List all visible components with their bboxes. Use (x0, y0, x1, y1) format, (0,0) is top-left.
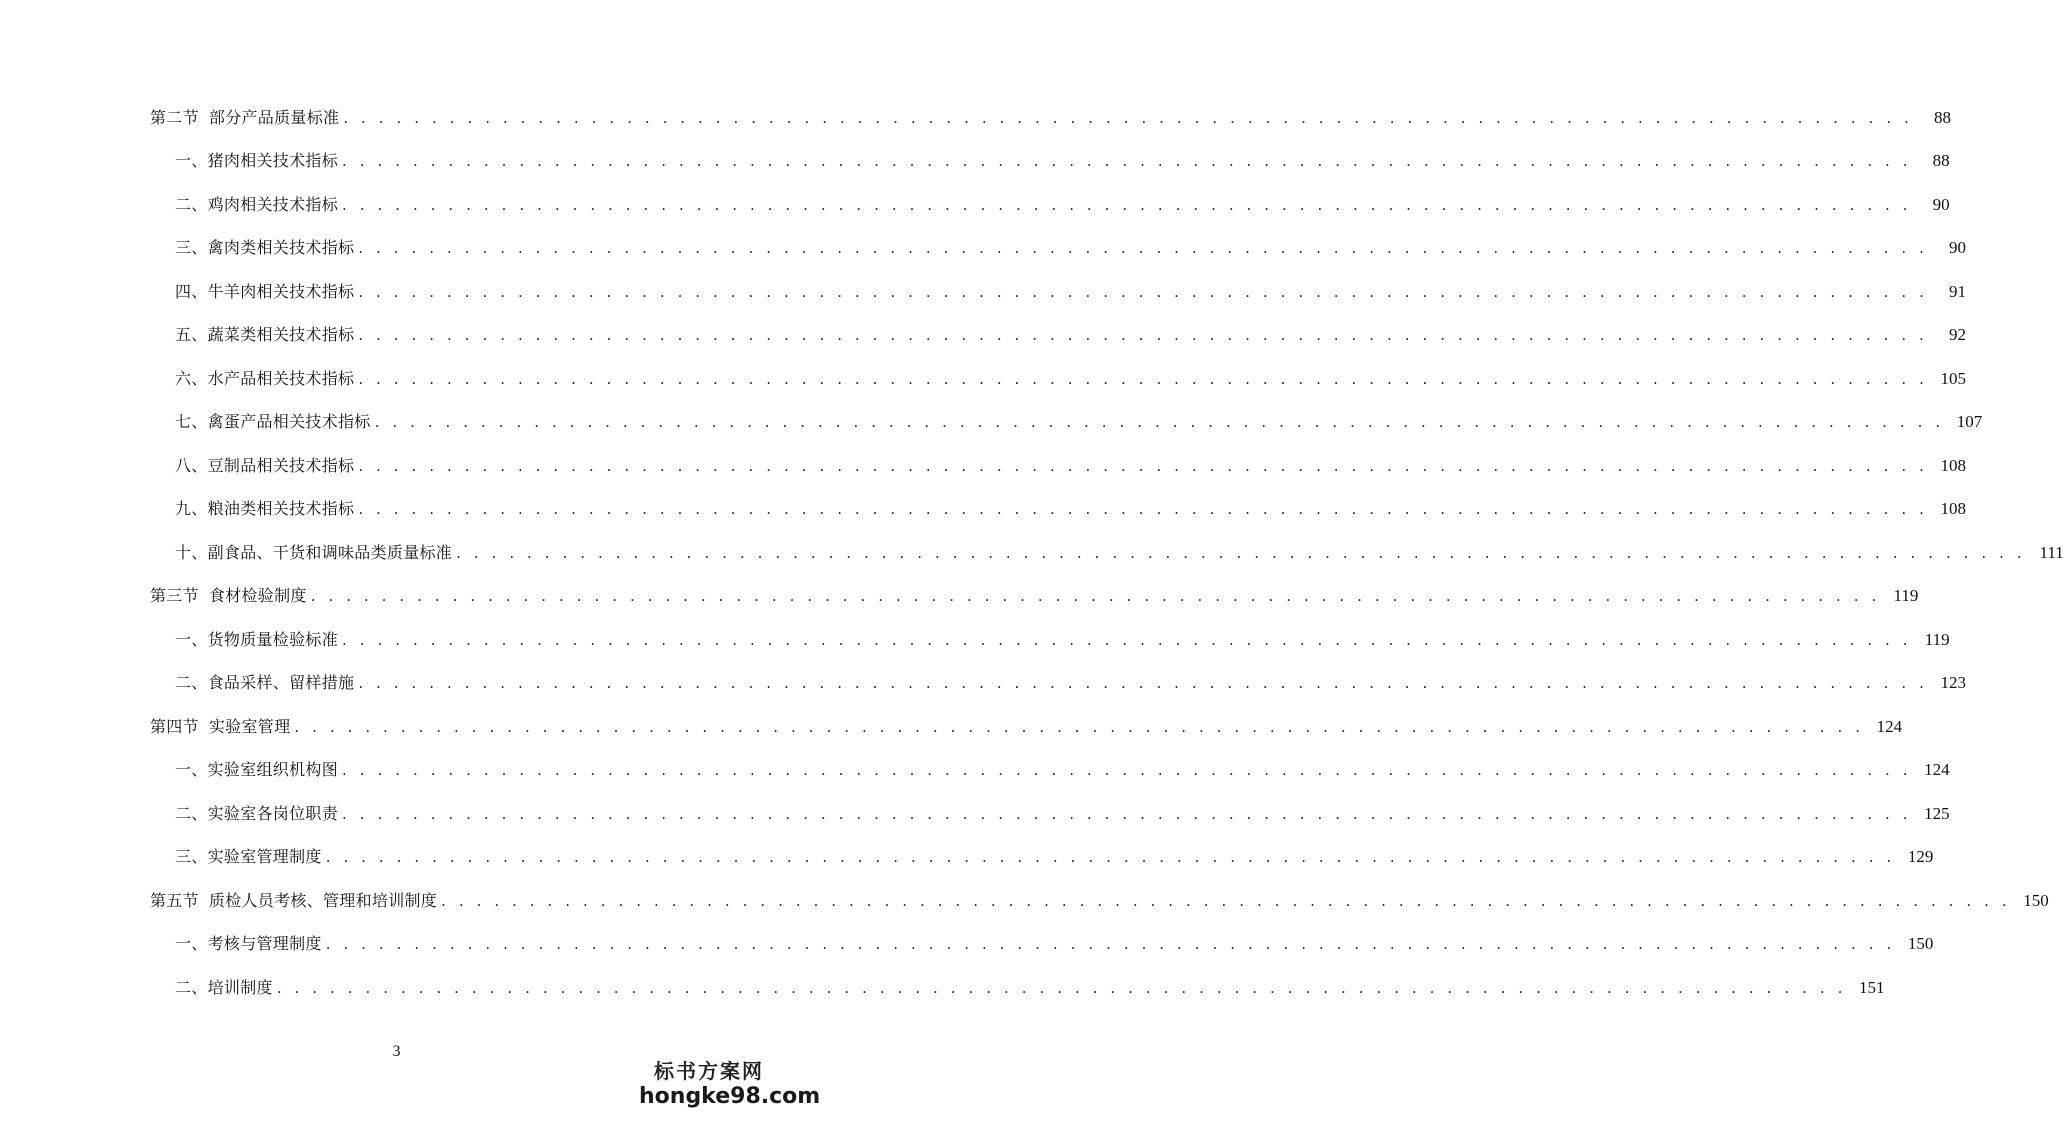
toc-entry-text (175, 195, 338, 215)
dot-leader (358, 499, 1928, 519)
toc-entry-title: 一、货物质量检验标准 (175, 629, 339, 649)
toc-entry-title: 六、水产品相关技术指标 (175, 368, 355, 388)
watermark-url-text: hongke98.com (639, 1084, 821, 1109)
dot-leader (294, 717, 1864, 737)
toc-entry-text (175, 630, 338, 650)
toc-page-number: 111 (2039, 542, 2064, 562)
toc-entry-text (175, 412, 371, 432)
toc-page-number: 150 (2023, 890, 2049, 910)
toc-entry-title: 三、实验室管理制度 (175, 847, 322, 867)
dot-leader (342, 630, 1912, 650)
dot-leader (342, 151, 1912, 171)
toc-item-row[interactable] (0, 444, 1966, 488)
toc-item-row[interactable] (0, 183, 1950, 227)
toc-page-number: 151 (1858, 977, 1885, 997)
toc-item-row[interactable] (0, 227, 1966, 271)
toc-page-number: 90 (1948, 238, 1966, 258)
dot-leader (456, 543, 2026, 563)
dot-leader (342, 195, 1912, 215)
toc-page-number: 90 (1932, 194, 1950, 214)
toc-entry-title: 二、培训制度 (175, 977, 273, 997)
toc-item-row[interactable] (0, 140, 1950, 184)
toc-entry-title: 五、蔬菜类相关技术指标 (175, 325, 355, 345)
toc-entry-text (175, 151, 338, 171)
toc-entry-text (175, 760, 338, 780)
toc-entry-text (175, 456, 354, 476)
dot-leader (358, 369, 1928, 389)
toc-entry-title: 四、牛羊肉相关技术指标 (175, 281, 355, 301)
page-number: 3 (392, 1043, 401, 1060)
toc-page-number: 88 (1932, 151, 1950, 171)
toc-item-row[interactable] (0, 357, 1966, 401)
toc-item-row[interactable] (0, 923, 1934, 967)
toc-entry-title: 二、鸡肉相关技术指标 (175, 194, 339, 214)
toc-page-number: 92 (1948, 325, 1966, 345)
toc-item-row[interactable] (0, 662, 1966, 706)
toc-page-number: 119 (1893, 586, 1919, 606)
dot-leader (342, 760, 1912, 780)
toc-entry-title: 一、考核与管理制度 (175, 934, 322, 954)
toc-item-row[interactable] (0, 836, 1934, 880)
toc-section-row[interactable] (0, 575, 1919, 619)
toc-page-number: 150 (1907, 934, 1934, 954)
table-of-contents (0, 96, 2064, 1010)
toc-entry-title: 一、猪肉相关技术指标 (175, 151, 339, 171)
toc-page-number: 119 (1924, 629, 1950, 649)
dot-leader (326, 847, 1896, 867)
toc-entry-title: 三、禽肉类相关技术指标 (175, 238, 355, 258)
toc-entry-text (175, 325, 354, 345)
toc-section-row[interactable] (0, 879, 2049, 923)
toc-page-number: 108 (1940, 499, 1966, 519)
toc-entry-text (175, 804, 338, 824)
toc-entry-text (150, 586, 307, 606)
dot-leader (358, 673, 1928, 693)
dot-leader (311, 586, 1881, 606)
dot-leader (358, 325, 1928, 345)
toc-entry-text (175, 282, 354, 302)
toc-page-number: 91 (1948, 281, 1966, 301)
toc-entry-text (175, 673, 354, 693)
toc-entry-text (175, 934, 322, 954)
toc-section-number: 第三节 (150, 586, 199, 606)
toc-section-row[interactable] (0, 705, 1903, 749)
toc-entry-text (175, 499, 354, 519)
toc-page-number: 123 (1940, 673, 1966, 693)
toc-item-row[interactable] (0, 618, 1950, 662)
toc-item-row[interactable] (0, 792, 1950, 836)
toc-item-row[interactable] (0, 488, 1966, 532)
dot-leader (358, 282, 1928, 302)
toc-page-number: 107 (1956, 412, 1983, 432)
dot-leader (342, 804, 1912, 824)
dot-leader (375, 412, 1945, 432)
toc-page-number: 129 (1907, 847, 1934, 867)
toc-entry-text (150, 891, 437, 911)
dot-leader (277, 978, 1847, 998)
dot-leader (343, 108, 1913, 128)
toc-page-number: 88 (1933, 107, 1951, 127)
toc-entry-title: 十、副食品、干货和调味品类质量标准 (175, 542, 453, 562)
toc-page-number: 124 (1876, 716, 1903, 736)
toc-item-row[interactable] (0, 401, 1983, 445)
toc-section-number: 第四节 (150, 716, 199, 736)
toc-item-row[interactable] (0, 314, 1966, 358)
toc-section-number: 第五节 (150, 890, 199, 910)
toc-page-number: 124 (1924, 760, 1950, 780)
toc-item-row[interactable] (0, 270, 1966, 314)
toc-item-row[interactable] (0, 531, 2064, 575)
toc-entry-text (175, 369, 354, 389)
toc-entry-text (175, 847, 322, 867)
toc-entry-title: 二、食品采样、留样措施 (175, 673, 355, 693)
toc-entry-text (150, 717, 290, 737)
watermark-logo (639, 1058, 821, 1110)
toc-entry-title: 食材检验制度 (208, 586, 307, 606)
toc-entry-text (175, 978, 273, 998)
dot-leader (358, 456, 1928, 476)
toc-item-row[interactable] (0, 749, 1950, 793)
toc-section-row[interactable] (0, 96, 1951, 140)
toc-page-number: 125 (1924, 803, 1950, 823)
toc-entry-title: 二、实验室各岗位职责 (175, 803, 339, 823)
toc-entry-title: 质检人员考核、管理和培训制度 (208, 890, 438, 910)
dot-leader (358, 238, 1928, 258)
toc-entry-text (175, 543, 452, 563)
toc-item-row[interactable] (0, 966, 1885, 1010)
toc-entry-title: 九、粮油类相关技术指标 (175, 499, 355, 519)
toc-entry-title: 八、豆制品相关技术指标 (175, 455, 355, 475)
toc-section-number: 第二节 (150, 107, 199, 127)
watermark-cn-text: 标书方案网 (654, 1059, 764, 1083)
toc-entry-text (175, 238, 354, 258)
toc-entry-title: 部分产品质量标准 (208, 107, 340, 127)
toc-entry-title: 实验室管理 (208, 716, 291, 736)
toc-entry-title: 一、实验室组织机构图 (175, 760, 339, 780)
toc-entry-text (150, 108, 339, 128)
toc-page-number: 108 (1940, 455, 1966, 475)
dot-leader (326, 934, 1896, 954)
dot-leader (441, 891, 2011, 911)
toc-page-number: 105 (1940, 368, 1966, 388)
toc-entry-title: 七、禽蛋产品相关技术指标 (175, 412, 371, 432)
